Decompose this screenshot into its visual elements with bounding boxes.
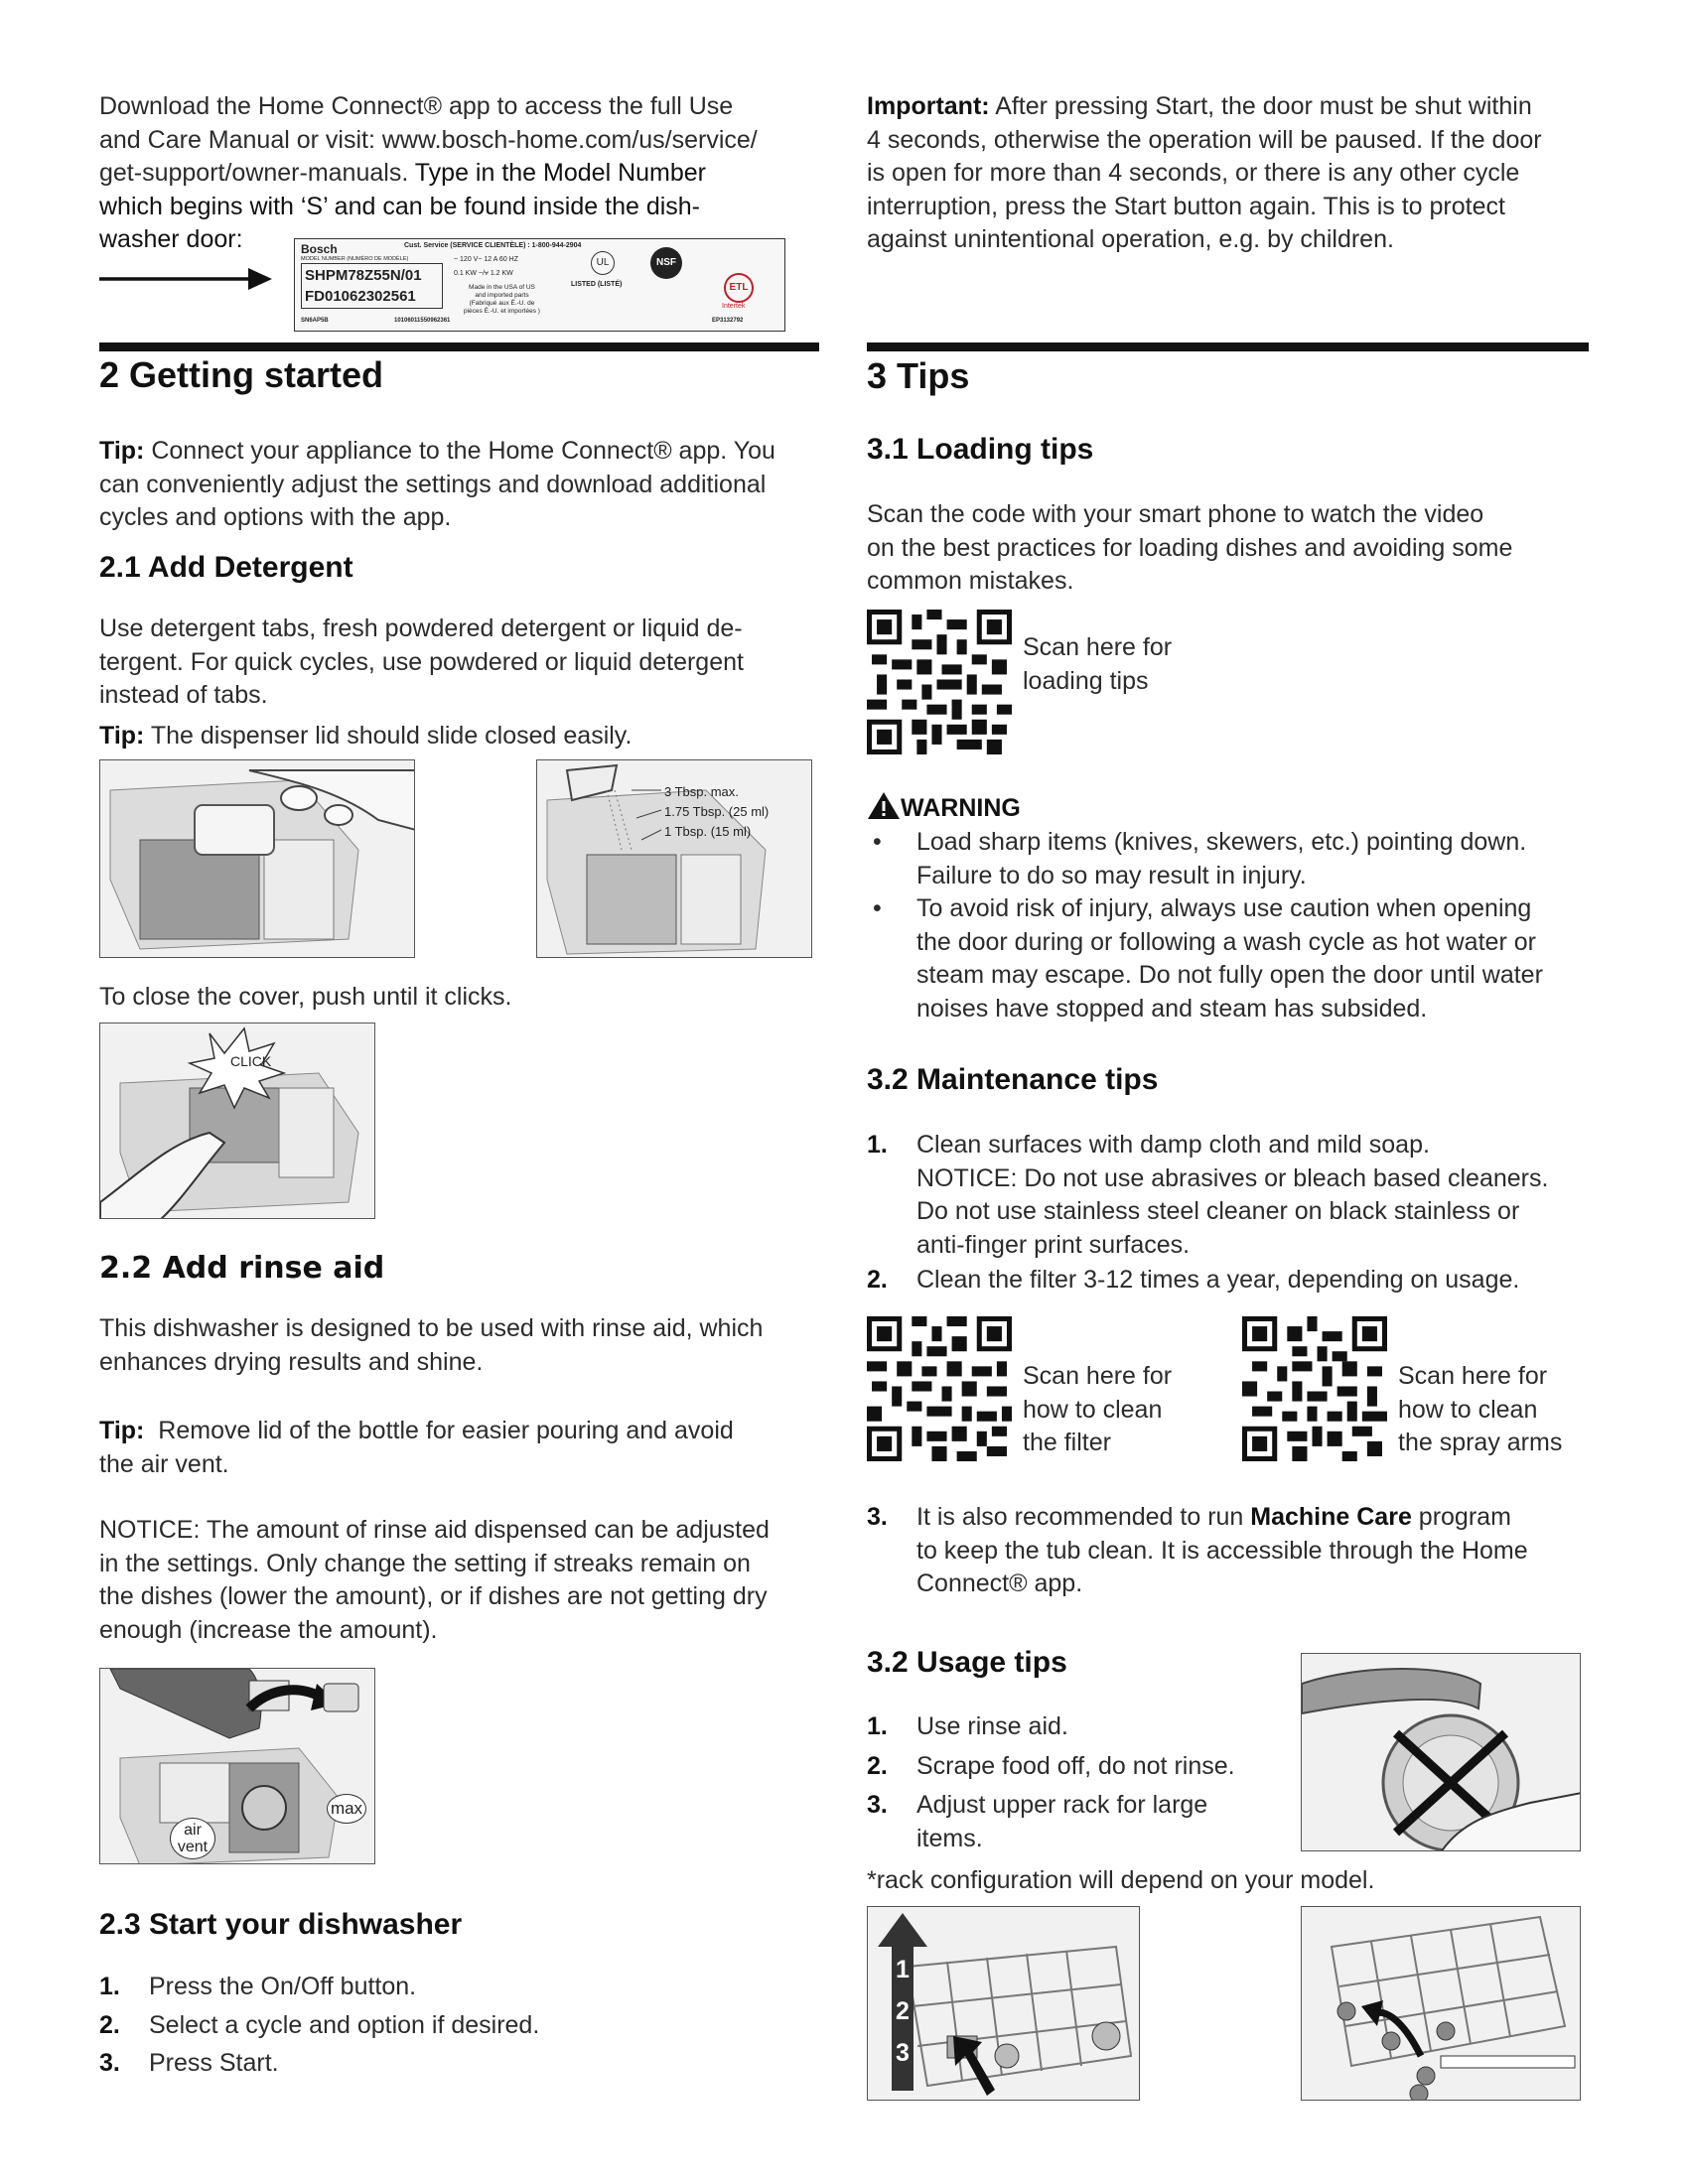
maintenance-list — [867, 1129, 1589, 1297]
rinse-aid-tip: Tip: Remove lid of the bottle for easier pouring and avoid the air vent. — [99, 1417, 734, 1478]
rinse-aid-paragraph: This dishwasher is designed to be used with rinse aid, which enhances drying results and shine. — [99, 1314, 764, 1376]
do-not-rinse-illustration — [1301, 1653, 1581, 1851]
list-item: 3. Adjust upper rack for large items. — [867, 1791, 1208, 1852]
maintenance-list-continued — [867, 1501, 1589, 1601]
list-item: • Load sharp items (knives, skewers, etc.) pointing down. Failure to do so may result in injury. — [873, 828, 1527, 889]
detergent-tab-illustration — [99, 759, 415, 958]
list-item: 2. Scrape food off, do not rinse. — [867, 1751, 1235, 1780]
section-rule — [99, 342, 819, 351]
qr-caption-spray-arms: Scan here for how to clean the spray arms — [1398, 1362, 1563, 1456]
ul-logo-icon: UL — [591, 251, 615, 275]
list-item: 1. Press the On/Off button. — [99, 1973, 417, 2000]
list-item: 3. Press Start. — [99, 2049, 279, 2077]
usage-list — [867, 1710, 1264, 1855]
warning-list — [867, 826, 1589, 1025]
subsection-title-rinse-aid: 2.2 Add rinse aid — [99, 1251, 385, 1286]
warning-triangle-icon — [867, 790, 901, 820]
qr-code-spray-arms-icon — [1242, 1316, 1387, 1461]
section-rule — [867, 342, 1589, 351]
start-steps-list — [99, 1971, 819, 2081]
subsection-title-start: 2.3 Start your dishwasher — [99, 1908, 463, 1941]
detergent-tip: Tip: The dispenser lid should slide closed easily. — [99, 722, 633, 750]
rack-config-note: *rack configuration will depend on your model. — [867, 1866, 1375, 1894]
intro-paragraph: Download the Home Connect® app to access the full Use and Care Manual or visit: www.bosch-home.com/us/service/ get-support/owner-manuals. Type in the Model Number which begins with ‘S’ and can be found inside the dish- washer door: — [99, 92, 758, 253]
rack-release-illustration — [1301, 1906, 1581, 2101]
warning-heading: WARNING — [867, 790, 1021, 823]
arrow-right-icon — [99, 264, 274, 294]
close-cover-text: To close the cover, push until it clicks. — [99, 983, 512, 1011]
nsf-logo-icon: NSF — [650, 247, 682, 279]
rinse-aid-notice: NOTICE: The amount of rinse aid dispensed can be adjusted in the settings. Only change the setting if streaks remain on the dishes (lower the amount), or if dishes are not getting dry enough (increase the amount). — [99, 1516, 770, 1644]
etl-logo-icon: ETL — [724, 273, 754, 303]
list-item: • To avoid risk of injury, always use caution when opening the door during or following a wash cycle as hot water or steam may escape. Do not fully open the door until water noises have stopped and steam has subsided. — [873, 894, 1543, 1023]
qr-caption-loading: Scan here for loading tips — [1023, 633, 1173, 695]
rating-label-image: Bosch Cust. Service (SERVICE CLIENTÈLE) : 1-800-944-2904 MODEL NUMBER (NUMÉRO DE MODÈLE) SHPM78Z55N/01 FD01062302561 ~ 120 V~ 12 A 60 HZ 0.1 KW ~/⩝ 1.2 KW Made in the USA of US and imported parts (Fabriqué aux É.-U. de pièces É.-U. et importées ) LISTED (LISTÉ) UL NSF ETL Intertek SN6AP5B 10106011550962361 EP3132792 — [294, 238, 785, 332]
subsection-title-usage: 3.2 Usage tips — [867, 1646, 1067, 1679]
section-title-getting-started: 2 Getting started — [99, 354, 384, 395]
subsection-title-detergent: 2.1 Add Detergent — [99, 551, 353, 584]
powder-dosing-illustration: 3 Tbsp. max. 1.75 Tbsp. (25 ml) 1 Tbsp. (15 ml) — [536, 759, 812, 958]
qr-code-filter-icon — [867, 1316, 1012, 1461]
section-title-tips: 3 Tips — [867, 355, 970, 396]
rack-height-adjust-illustration: 1 2 3 — [867, 1906, 1140, 2101]
subsection-title-loading: 3.1 Loading tips — [867, 433, 1094, 466]
rinse-aid-illustration — [99, 1668, 375, 1864]
detergent-paragraph: Use detergent tabs, fresh powdered detergent or liquid de- tergent. For quick cycles, use powdered or liquid detergent instead of tabs. — [99, 614, 744, 709]
tip-paragraph: Tip: Connect your appliance to the Home Connect® app. You can conveniently adjust the settings and download additional cycles and options with the app. — [99, 437, 775, 531]
list-item: 1. Clean surfaces with damp cloth and mild soap. NOTICE: Do not use abrasives or bleach based cleaners. Do not use stainless steel cleaner on black stainless or anti-finger print surfaces. — [867, 1131, 1549, 1259]
list-item: 1. Use rinse aid. — [867, 1712, 1068, 1740]
list-item: 2. Clean the filter 3-12 times a year, depending on usage. — [867, 1266, 1520, 1294]
close-cover-illustration: CLICK — [99, 1023, 375, 1219]
max-callout: max — [327, 1794, 366, 1824]
loading-paragraph: Scan the code with your smart phone to watch the video on the best practices for loading dishes and avoiding some common mistakes. — [867, 500, 1513, 595]
qr-code-loading-icon — [867, 610, 1012, 754]
qr-caption-filter: Scan here for how to clean the filter — [1023, 1362, 1173, 1456]
air-vent-callout: air vent — [170, 1818, 215, 1859]
list-item: 3. It is also recommended to run Machine Care program to keep the tub clean. It is accessible through the Home Connect® app. — [867, 1503, 1528, 1597]
list-item: 2. Select a cycle and option if desired. — [99, 2010, 540, 2039]
subsection-title-maintenance: 3.2 Maintenance tips — [867, 1063, 1159, 1096]
important-paragraph: Important: After pressing Start, the door must be shut within 4 seconds, otherwise the operation will be paused. If the door is open for more than 4 seconds, or there is any other cycle interruption, press the Start button again. This is to protect against unintentional operation, e.g. by children. — [867, 92, 1542, 253]
